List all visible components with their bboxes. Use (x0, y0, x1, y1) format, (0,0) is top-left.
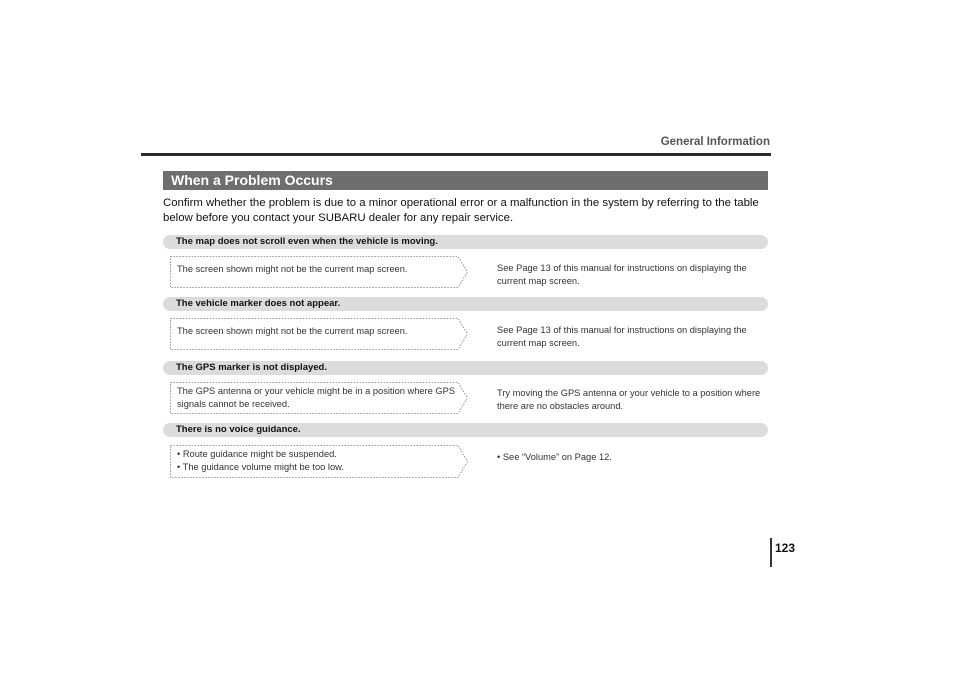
problem-bar (163, 297, 768, 311)
page-title: When a Problem Occurs (171, 172, 333, 188)
cause-box (170, 445, 468, 475)
page-number-divider (770, 538, 772, 567)
cause-box (170, 318, 468, 348)
problem-bar (163, 235, 768, 249)
cause-text: The GPS antenna or your vehicle might be in a position where GPS signals cannot be received. (177, 386, 456, 409)
problem-bar (163, 361, 768, 375)
problem-text: The map does not scroll even when the vehicle is moving. (176, 236, 438, 247)
cause-text (177, 448, 467, 473)
cause-bullet: • The guidance volume might be too low. (177, 461, 344, 472)
page-number: 123 (775, 541, 796, 555)
remedy-text: See Page 13 of this manual for instructions on displaying the current map screen. (497, 263, 747, 286)
top-rule (141, 153, 771, 156)
problem-bar (163, 423, 768, 437)
intro-paragraph: Confirm whether the problem is due to a minor operational error or a malfunction in the system by referring to the table below before you contact your SUBARU dealer for any repair service. (163, 197, 759, 224)
cause-text: The screen shown might not be the current map screen. (177, 264, 408, 274)
problem-text: The vehicle marker does not appear. (176, 298, 341, 309)
section-label: General Information (660, 136, 770, 148)
remedy-text: See Page 13 of this manual for instructions on displaying the current map screen. (497, 325, 747, 348)
cause-box (170, 256, 468, 286)
cause-text: The screen shown might not be the current map screen. (177, 326, 408, 336)
remedy-text: Try moving the GPS antenna or your vehicle to a position where there are no obstacles around. (497, 388, 761, 411)
cause-bullet: • Route guidance might be suspended. (177, 449, 337, 459)
title-bar (163, 171, 768, 190)
problem-text: There is no voice guidance. (176, 424, 301, 435)
remedy-text: • See “Volume” on Page 12. (497, 452, 612, 462)
problem-text: The GPS marker is not displayed. (176, 362, 327, 373)
cause-box (170, 382, 468, 412)
